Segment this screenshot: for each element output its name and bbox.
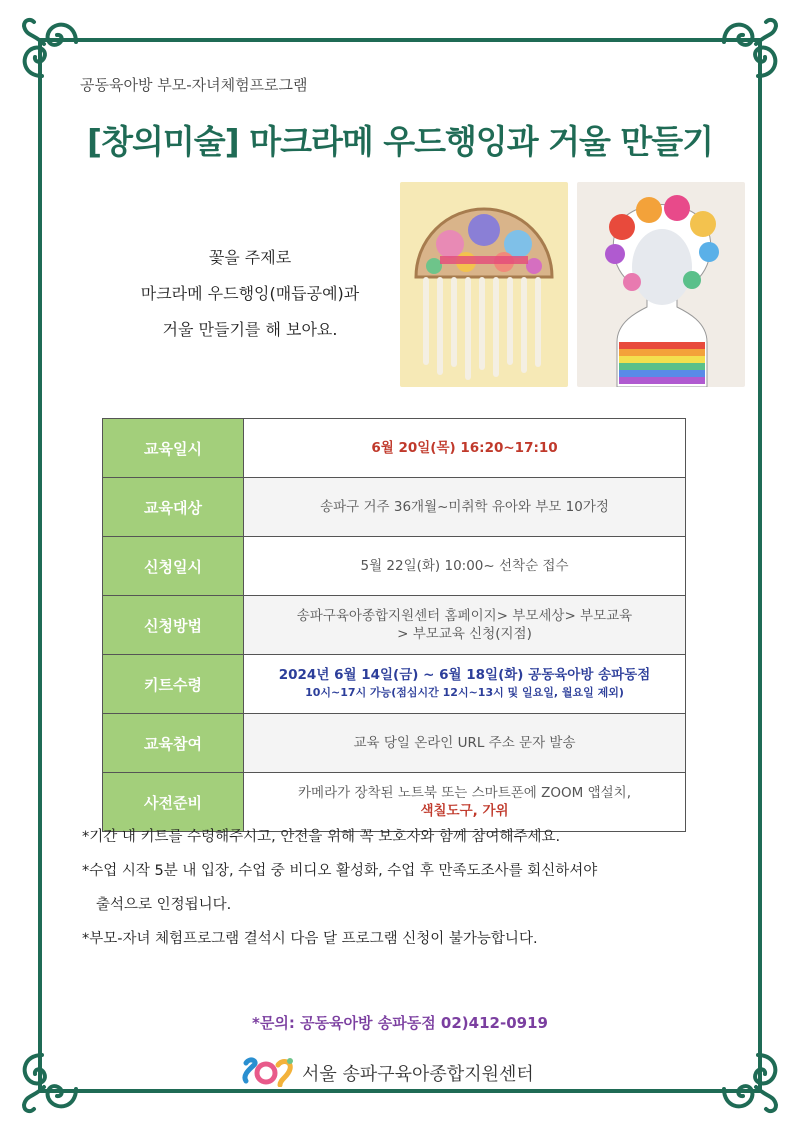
table-row bbox=[103, 419, 686, 478]
row-value: 송파구 거주 36개월~미취학 유아와 부모 10가정 bbox=[244, 478, 686, 537]
supplies-highlight: 색칠도구, 가위 bbox=[420, 803, 509, 819]
intro-line: 꽃을 주제로 bbox=[208, 248, 292, 267]
corner-ornament bbox=[716, 14, 786, 84]
value-line: 송파구육아종합지원센터 홈페이지> 부모세상> 부모교육 bbox=[296, 608, 633, 624]
kit-pickup-dates: 2024년 6월 14일(금) ~ 6월 18일(화) 공동육아방 송파동점 bbox=[278, 667, 651, 683]
table-row bbox=[103, 655, 686, 714]
row-value bbox=[244, 655, 686, 714]
corner-ornament bbox=[716, 1047, 786, 1117]
notice-item: *부모-자녀 체험프로그램 결석시 다음 달 프로그램 신청이 불가능합니다. bbox=[82, 931, 538, 947]
corner-ornament bbox=[14, 14, 84, 84]
flower-mirror-photo bbox=[577, 182, 745, 387]
intro-text bbox=[100, 240, 400, 348]
notice-item-continued: 출석으로 인정됩니다. bbox=[96, 897, 232, 913]
row-label: 신청방법 bbox=[103, 596, 244, 655]
program-info-table bbox=[102, 418, 686, 832]
row-label: 교육일시 bbox=[103, 419, 244, 478]
corner-ornament bbox=[14, 1047, 84, 1117]
row-value bbox=[244, 596, 686, 655]
contact-info: *문의: 공동육아방 송파동점 02)412-0919 bbox=[252, 1014, 548, 1032]
program-label: 공동육아방 부모-자녀체험프로그램 bbox=[80, 76, 308, 94]
notice-item: *기간 내 키트를 수령해주시고, 안전을 위해 꼭 보호자와 함께 참여해주세요. bbox=[82, 829, 561, 845]
footer-branding bbox=[240, 1055, 534, 1091]
row-value bbox=[244, 419, 686, 478]
org-logo-icon bbox=[240, 1055, 296, 1091]
table-row bbox=[103, 537, 686, 596]
table-row bbox=[103, 596, 686, 655]
value-line: > 부모교육 신청(지점) bbox=[397, 626, 532, 642]
table-row bbox=[103, 714, 686, 773]
org-name: 서울 송파구육아종합지원센터 bbox=[302, 1064, 534, 1085]
row-value: 5월 22일(화) 10:00~ 선착순 접수 bbox=[244, 537, 686, 596]
kit-pickup-hours: 10시~17시 가능(점심시간 12시~13시 및 일요일, 월요일 제외) bbox=[305, 686, 624, 699]
row-label: 신청일시 bbox=[103, 537, 244, 596]
table-row bbox=[103, 478, 686, 537]
row-label: 키트수령 bbox=[103, 655, 244, 714]
notice-list bbox=[82, 820, 742, 956]
row-label: 교육참여 bbox=[103, 714, 244, 773]
notice-item: *수업 시작 5분 내 입장, 수업 중 비디오 활성화, 수업 후 만족도조사를 회신하셔야 bbox=[82, 863, 598, 879]
row-label: 사전준비 bbox=[103, 773, 244, 832]
education-datetime: 6월 20일(목) 16:20~17:10 bbox=[371, 440, 558, 456]
intro-line: 거울 만들기를 해 보아요. bbox=[162, 320, 338, 339]
macrame-wall-hanging-photo bbox=[400, 182, 568, 387]
row-value: 교육 당일 온라인 URL 주소 문자 발송 bbox=[244, 714, 686, 773]
page-title: [창의미술] 마크라메 우드행잉과 거울 만들기 bbox=[87, 122, 713, 161]
intro-line: 마크라메 우드행잉(매듭공예)과 bbox=[140, 284, 360, 303]
row-label: 교육대상 bbox=[103, 478, 244, 537]
value-line: 카메라가 장착된 노트북 또는 스마트폰에 ZOOM 앱설치, bbox=[297, 785, 631, 801]
